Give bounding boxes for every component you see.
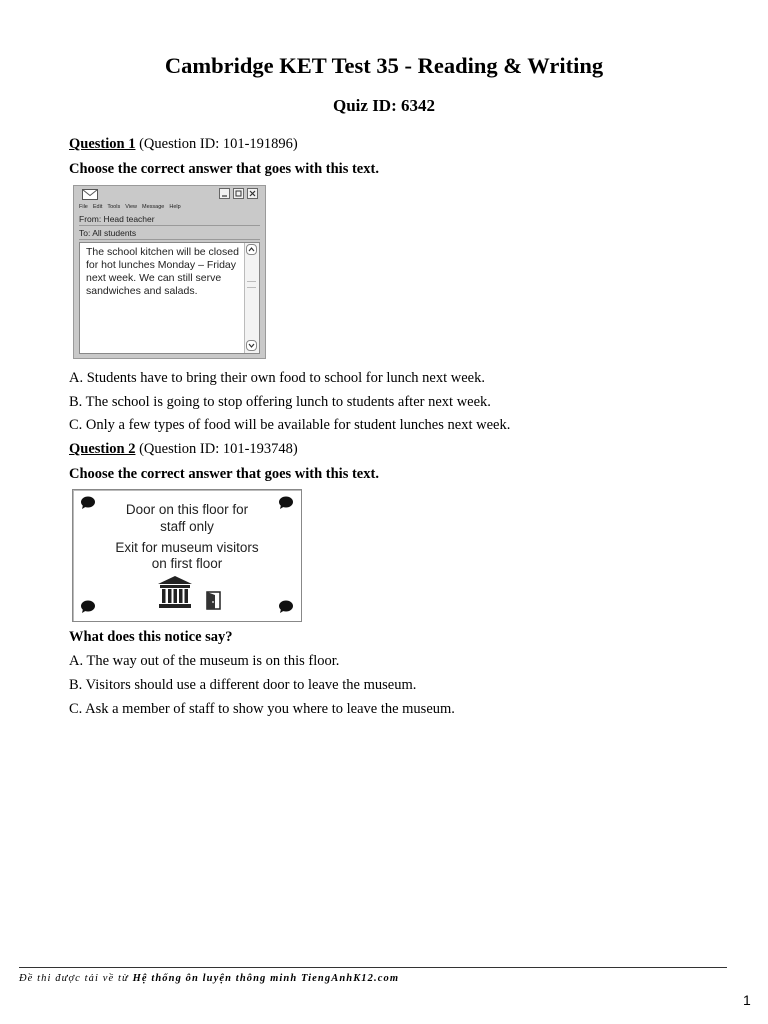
notice-line-1: Door on this floor for bbox=[125, 502, 249, 517]
notice-figure bbox=[72, 489, 302, 622]
close-icon bbox=[247, 188, 258, 199]
pin-icon bbox=[278, 600, 294, 614]
email-from-field: From: Head teacher bbox=[79, 213, 260, 226]
scroll-up-icon bbox=[246, 244, 257, 255]
menu-edit: Edit bbox=[92, 204, 103, 210]
document-title: Cambridge KET Test 35 - Reading & Writing bbox=[164, 53, 604, 78]
question-1-option-b: B. The school is going to stop offering lunch to students after next week. bbox=[69, 394, 491, 410]
notice-line-4: on first floor bbox=[151, 556, 223, 571]
email-window-figure bbox=[73, 185, 266, 359]
footer-divider bbox=[19, 967, 727, 968]
menu-help: Help bbox=[169, 204, 181, 210]
door-icon bbox=[206, 591, 221, 610]
quiz-id: Quiz ID: 6342 bbox=[333, 96, 435, 115]
page-number: 1 bbox=[743, 992, 751, 1008]
pin-icon bbox=[80, 600, 96, 614]
maximize-icon bbox=[233, 188, 244, 199]
notice-line-3: Exit for museum visitors bbox=[115, 540, 259, 555]
email-to-field: To: All students bbox=[79, 227, 260, 240]
question-1-instruction: Choose the correct answer that goes with this text. bbox=[69, 161, 379, 177]
footer-prefix: Đề thi được tải về từ bbox=[19, 973, 129, 984]
footer-text bbox=[19, 973, 399, 984]
question-1-option-c: C. Only a few types of food will be available for student lunches next week. bbox=[69, 417, 511, 433]
minimize-icon bbox=[219, 188, 230, 199]
question-1-option-a: A. Students have to bring their own food to school for lunch next week. bbox=[69, 370, 485, 386]
scroll-grip bbox=[247, 281, 256, 288]
question-2-option-c: C. Ask a member of staff to show you where to leave the museum. bbox=[69, 701, 455, 717]
scroll-down-icon bbox=[246, 340, 257, 351]
email-menubar bbox=[79, 204, 186, 213]
email-message: The school kitchen will be closed for hot lunches Monday – Friday next week. We can still serve sandwiches and salads. bbox=[86, 246, 239, 297]
question-2-option-a: A. The way out of the museum is on this floor. bbox=[69, 653, 340, 669]
question-1-id: (Question ID: 101-191896) bbox=[139, 136, 298, 152]
question-1-header bbox=[69, 136, 298, 153]
question-2-instruction: Choose the correct answer that goes with this text. bbox=[69, 466, 379, 482]
question-2-id: (Question ID: 101-193748) bbox=[139, 441, 298, 457]
email-scrollbar bbox=[244, 243, 259, 353]
notice-line-2: staff only bbox=[160, 519, 214, 534]
envelope-icon bbox=[82, 189, 98, 200]
footer-site: Hệ thống ôn luyện thông minh TiengAnhK12.com bbox=[132, 973, 400, 984]
menu-file: File bbox=[79, 204, 88, 210]
menu-view: View bbox=[125, 204, 138, 210]
email-body bbox=[79, 242, 260, 354]
question-1-label: Question 1 bbox=[69, 136, 136, 152]
question-2-option-b: B. Visitors should use a different door to leave the museum. bbox=[69, 677, 417, 693]
museum-icon bbox=[157, 575, 193, 609]
question-2-prompt: What does this notice say? bbox=[69, 629, 233, 645]
question-2-header bbox=[69, 441, 298, 458]
email-titlebar bbox=[74, 186, 265, 203]
menu-message: Message bbox=[142, 204, 165, 210]
question-2-label: Question 2 bbox=[69, 441, 136, 457]
menu-tools: Tools bbox=[107, 204, 121, 210]
